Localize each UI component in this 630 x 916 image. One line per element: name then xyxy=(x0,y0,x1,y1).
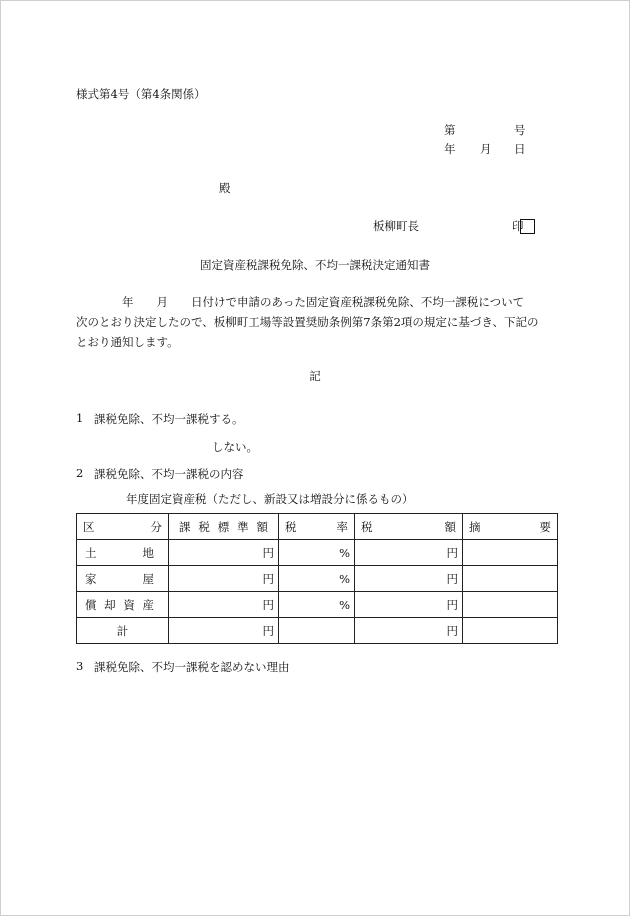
body-line: 次のとおり決定したので、板柳町工場等設置奨励条例第7条第2項の規定に基づき、下記の xyxy=(76,315,539,329)
table-caption: 年度固定資産税（ただし、新設又は増設分に係るもの） xyxy=(126,492,414,506)
item1-text: 課税免除、不均一課税する。 xyxy=(94,412,244,426)
row-label: 家 屋 xyxy=(77,566,169,592)
table-row-house xyxy=(77,566,558,592)
remarks-cell xyxy=(463,540,558,566)
table-row-total xyxy=(77,618,558,644)
item3-number: 3 xyxy=(76,659,84,673)
body-paragraph xyxy=(76,292,554,352)
standard-unit: 円 xyxy=(169,540,279,566)
item2-number: 2 xyxy=(76,466,84,480)
rate-cell xyxy=(279,618,355,644)
issuer-name: 板柳町長 xyxy=(373,219,419,233)
document-title: 固定資産税課税免除、不均一課税決定通知書 xyxy=(200,258,430,272)
table-row-land xyxy=(77,540,558,566)
header-tax-amount: 税 額 xyxy=(355,514,463,540)
header-tax-standard: 課 税 標 準 額 xyxy=(169,514,279,540)
date-day: 日 xyxy=(514,142,526,156)
standard-unit: 円 xyxy=(169,592,279,618)
total-label: 計 xyxy=(77,618,169,644)
tax-table xyxy=(76,513,558,644)
remarks-cell xyxy=(463,566,558,592)
amount-unit: 円 xyxy=(355,592,463,618)
table-header-row xyxy=(77,514,558,540)
header-tax-rate: 税 率 xyxy=(279,514,355,540)
ki-heading: 記 xyxy=(309,369,321,383)
form-number: 様式第4号（第4条関係） xyxy=(76,87,206,101)
row-label: 償 却 資 産 xyxy=(77,592,169,618)
amount-unit: 円 xyxy=(355,540,463,566)
doc-number-go: 号 xyxy=(514,123,526,137)
remarks-cell xyxy=(463,618,558,644)
doc-number-dai: 第 xyxy=(444,123,456,137)
header-category: 区 分 xyxy=(77,514,169,540)
remarks-cell xyxy=(463,592,558,618)
body-line: とおり通知します。 xyxy=(76,335,179,349)
rate-unit: % xyxy=(279,592,355,618)
amount-unit: 円 xyxy=(355,566,463,592)
date-year: 年 xyxy=(444,142,456,156)
header-remarks: 摘 要 xyxy=(463,514,558,540)
seal-mark: 印 xyxy=(512,219,524,233)
row-label: 土 地 xyxy=(77,540,169,566)
standard-unit: 円 xyxy=(169,566,279,592)
rate-unit: % xyxy=(279,566,355,592)
table-row-depreciable xyxy=(77,592,558,618)
item1-alt: しない。 xyxy=(212,440,258,454)
item1-number: 1 xyxy=(76,411,84,425)
item3-text: 課税免除、不均一課税を認めない理由 xyxy=(94,660,290,674)
standard-unit: 円 xyxy=(169,618,279,644)
date-month: 月 xyxy=(480,142,492,156)
amount-unit: 円 xyxy=(355,618,463,644)
rate-unit: % xyxy=(279,540,355,566)
seal-box xyxy=(520,219,535,234)
item2-text: 課税免除、不均一課税の内容 xyxy=(94,467,244,481)
body-line: 年 月 日付けで申請のあった固定資産税課税免除、不均一課税について xyxy=(76,295,525,309)
addressee-suffix: 殿 xyxy=(219,181,231,195)
